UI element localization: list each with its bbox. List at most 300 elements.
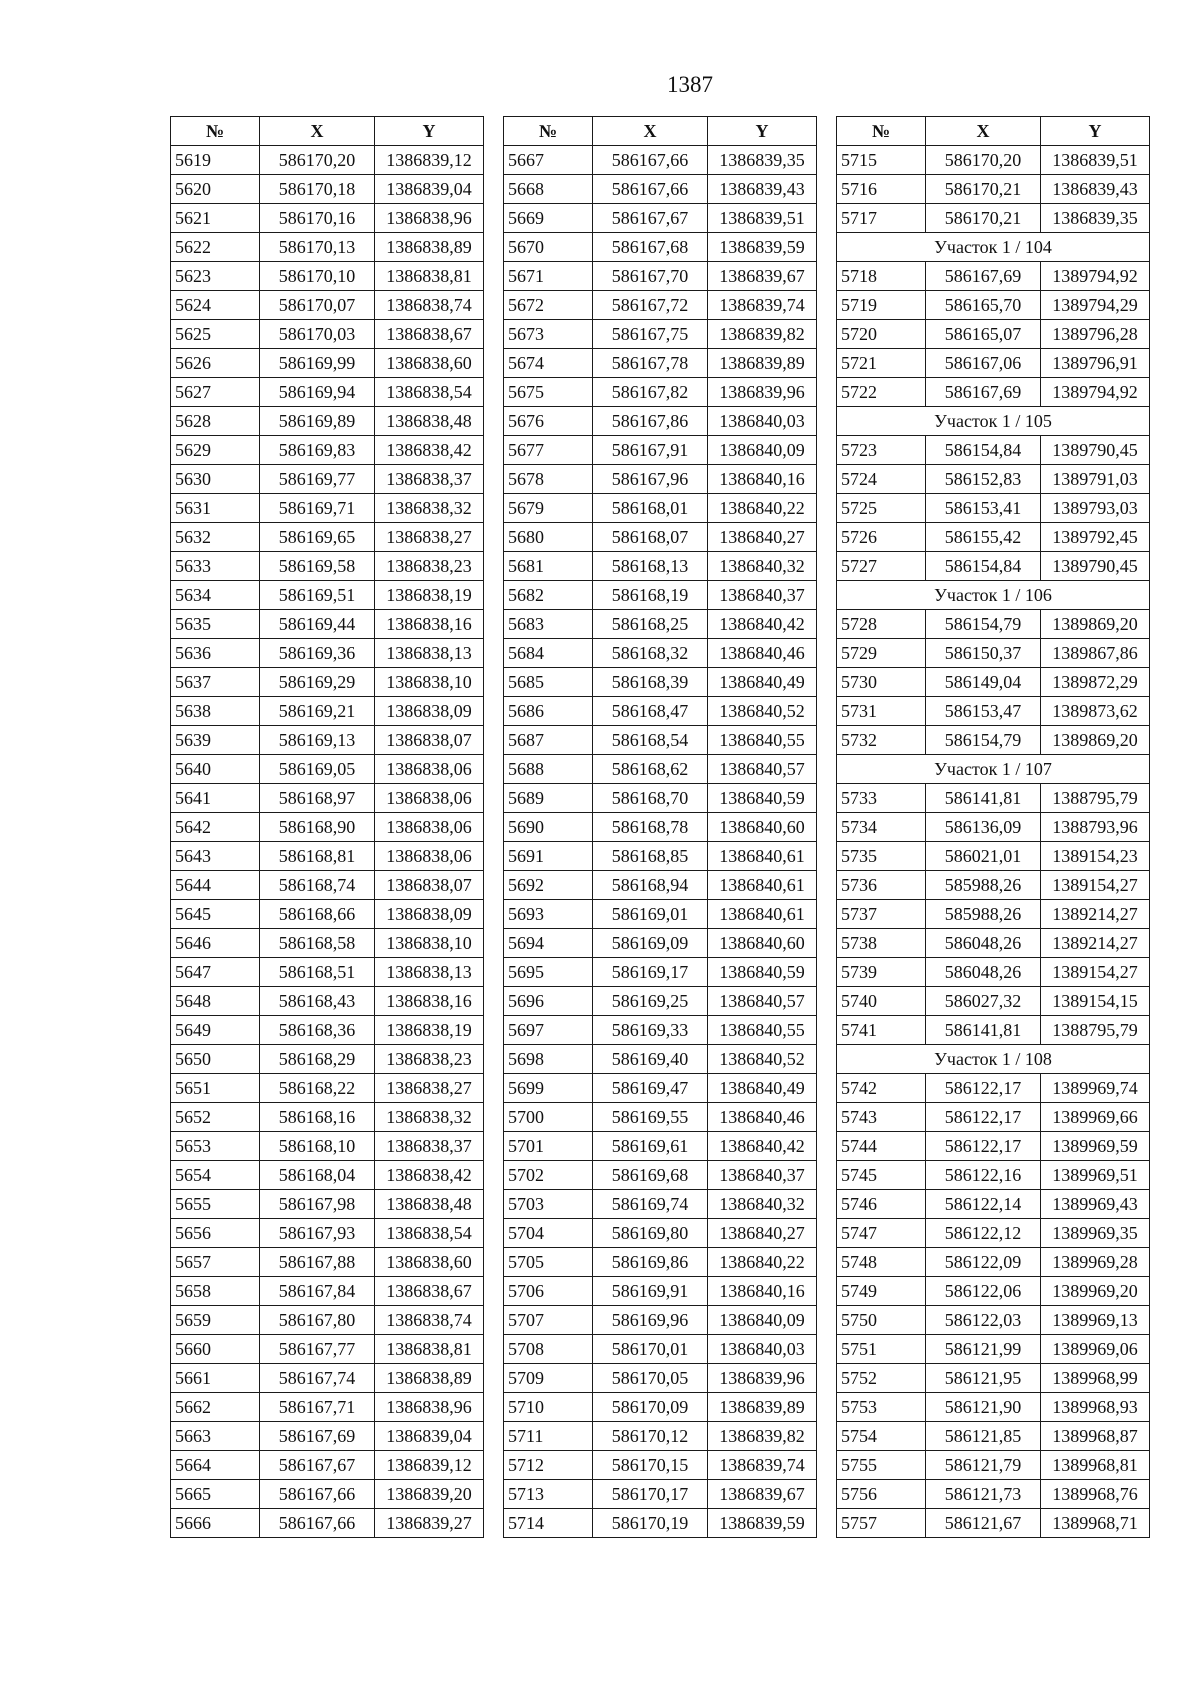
x-coordinate: 586170,12 [593, 1422, 708, 1451]
point-number: 5721 [837, 349, 926, 378]
table-row [504, 871, 817, 900]
point-number: 5716 [837, 175, 926, 204]
x-coordinate: 586121,99 [926, 1335, 1041, 1364]
x-coordinate: 586170,17 [593, 1480, 708, 1509]
point-number: 5719 [837, 291, 926, 320]
point-number: 5674 [504, 349, 593, 378]
point-number: 5699 [504, 1074, 593, 1103]
point-number: 5742 [837, 1074, 926, 1103]
point-number: 5718 [837, 262, 926, 291]
table-row [504, 726, 817, 755]
table-row [837, 1219, 1150, 1248]
header-y: Y [708, 117, 817, 146]
table-row [504, 1509, 817, 1538]
table-row [171, 1451, 484, 1480]
point-number: 5708 [504, 1335, 593, 1364]
point-number: 5656 [171, 1219, 260, 1248]
x-coordinate: 586154,84 [926, 436, 1041, 465]
table-row [837, 726, 1150, 755]
point-number: 5660 [171, 1335, 260, 1364]
table-row [171, 523, 484, 552]
point-number: 5755 [837, 1451, 926, 1480]
x-coordinate: 586167,84 [260, 1277, 375, 1306]
table-row [837, 813, 1150, 842]
section-title: Участок 1 / 108 [837, 1045, 1150, 1074]
header-y: Y [375, 117, 484, 146]
table-row [504, 436, 817, 465]
table-row [504, 1480, 817, 1509]
x-coordinate: 586121,85 [926, 1422, 1041, 1451]
y-coordinate: 1386838,74 [375, 291, 484, 320]
point-number: 5642 [171, 813, 260, 842]
y-coordinate: 1386838,16 [375, 610, 484, 639]
y-coordinate: 1386840,03 [708, 407, 817, 436]
table-row [837, 1132, 1150, 1161]
x-coordinate: 586122,17 [926, 1132, 1041, 1161]
table-row [504, 900, 817, 929]
x-coordinate: 586167,69 [926, 378, 1041, 407]
table-row [504, 1422, 817, 1451]
point-number: 5684 [504, 639, 593, 668]
table-row [837, 494, 1150, 523]
point-number: 5690 [504, 813, 593, 842]
point-number: 5715 [837, 146, 926, 175]
x-coordinate: 586167,67 [260, 1451, 375, 1480]
point-number: 5635 [171, 610, 260, 639]
y-coordinate: 1386838,06 [375, 813, 484, 842]
point-number: 5726 [837, 523, 926, 552]
y-coordinate: 1386840,27 [708, 1219, 817, 1248]
y-coordinate: 1389794,92 [1041, 262, 1150, 291]
coordinates-table-3 [836, 116, 1150, 1538]
x-coordinate: 586141,81 [926, 1016, 1041, 1045]
x-coordinate: 586170,01 [593, 1335, 708, 1364]
y-coordinate: 1386839,12 [375, 1451, 484, 1480]
header-x: X [926, 117, 1041, 146]
y-coordinate: 1389214,27 [1041, 900, 1150, 929]
point-number: 5741 [837, 1016, 926, 1045]
point-number: 5629 [171, 436, 260, 465]
x-coordinate: 586168,66 [260, 900, 375, 929]
point-number: 5744 [837, 1132, 926, 1161]
table-row [837, 1161, 1150, 1190]
point-number: 5737 [837, 900, 926, 929]
point-number: 5747 [837, 1219, 926, 1248]
point-number: 5647 [171, 958, 260, 987]
table-row [837, 204, 1150, 233]
table-row [171, 262, 484, 291]
table-row [171, 291, 484, 320]
x-coordinate: 586152,83 [926, 465, 1041, 494]
point-number: 5688 [504, 755, 593, 784]
section-row [837, 581, 1150, 610]
y-coordinate: 1386839,67 [708, 1480, 817, 1509]
table-row [504, 1335, 817, 1364]
y-coordinate: 1386839,59 [708, 1509, 817, 1538]
x-coordinate: 586169,77 [260, 465, 375, 494]
point-number: 5638 [171, 697, 260, 726]
point-number: 5732 [837, 726, 926, 755]
y-coordinate: 1386839,74 [708, 1451, 817, 1480]
table-row [171, 1248, 484, 1277]
y-coordinate: 1386839,12 [375, 146, 484, 175]
y-coordinate: 1386839,20 [375, 1480, 484, 1509]
y-coordinate: 1386840,09 [708, 436, 817, 465]
point-number: 5640 [171, 755, 260, 784]
point-number: 5704 [504, 1219, 593, 1248]
table-row [171, 1480, 484, 1509]
point-number: 5746 [837, 1190, 926, 1219]
y-coordinate: 1389792,45 [1041, 523, 1150, 552]
point-number: 5750 [837, 1306, 926, 1335]
point-number: 5671 [504, 262, 593, 291]
y-coordinate: 1386839,89 [708, 1393, 817, 1422]
x-coordinate: 586122,12 [926, 1219, 1041, 1248]
y-coordinate: 1386839,35 [708, 146, 817, 175]
y-coordinate: 1386838,07 [375, 871, 484, 900]
y-coordinate: 1389154,27 [1041, 958, 1150, 987]
y-coordinate: 1386840,52 [708, 697, 817, 726]
table-row [171, 929, 484, 958]
table-row [837, 610, 1150, 639]
table-row [504, 842, 817, 871]
point-number: 5697 [504, 1016, 593, 1045]
point-number: 5725 [837, 494, 926, 523]
table-row [171, 320, 484, 349]
table-row [171, 552, 484, 581]
y-coordinate: 1386839,27 [375, 1509, 484, 1538]
y-coordinate: 1386838,09 [375, 900, 484, 929]
table-row [837, 552, 1150, 581]
x-coordinate: 586167,74 [260, 1364, 375, 1393]
y-coordinate: 1388795,79 [1041, 784, 1150, 813]
x-coordinate: 586153,47 [926, 697, 1041, 726]
table-row [504, 494, 817, 523]
point-number: 5625 [171, 320, 260, 349]
x-coordinate: 586169,94 [260, 378, 375, 407]
point-number: 5712 [504, 1451, 593, 1480]
y-coordinate: 1389968,99 [1041, 1364, 1150, 1393]
table-row [837, 1422, 1150, 1451]
y-coordinate: 1386840,16 [708, 465, 817, 494]
point-number: 5683 [504, 610, 593, 639]
table-row [171, 668, 484, 697]
table-row [504, 407, 817, 436]
y-coordinate: 1386838,60 [375, 1248, 484, 1277]
table-row [504, 1451, 817, 1480]
point-number: 5685 [504, 668, 593, 697]
y-coordinate: 1386838,23 [375, 552, 484, 581]
x-coordinate: 586169,29 [260, 668, 375, 697]
table-row [171, 987, 484, 1016]
table-row [171, 494, 484, 523]
table-row [171, 1306, 484, 1335]
y-coordinate: 1389969,13 [1041, 1306, 1150, 1335]
x-coordinate: 586122,09 [926, 1248, 1041, 1277]
table-row [837, 349, 1150, 378]
y-coordinate: 1386838,60 [375, 349, 484, 378]
y-coordinate: 1386839,96 [708, 378, 817, 407]
y-coordinate: 1386838,96 [375, 1393, 484, 1422]
point-number: 5707 [504, 1306, 593, 1335]
y-coordinate: 1389969,20 [1041, 1277, 1150, 1306]
point-number: 5653 [171, 1132, 260, 1161]
header-number: № [171, 117, 260, 146]
point-number: 5620 [171, 175, 260, 204]
x-coordinate: 586169,25 [593, 987, 708, 1016]
point-number: 5695 [504, 958, 593, 987]
table-row [171, 1393, 484, 1422]
y-coordinate: 1386839,59 [708, 233, 817, 262]
point-number: 5745 [837, 1161, 926, 1190]
header-y: Y [1041, 117, 1150, 146]
table-row [837, 842, 1150, 871]
table-row [171, 233, 484, 262]
x-coordinate: 586169,05 [260, 755, 375, 784]
y-coordinate: 1386840,49 [708, 1074, 817, 1103]
table-row [504, 813, 817, 842]
point-number: 5663 [171, 1422, 260, 1451]
point-number: 5739 [837, 958, 926, 987]
x-coordinate: 586169,58 [260, 552, 375, 581]
y-coordinate: 1386840,60 [708, 929, 817, 958]
x-coordinate: 586168,36 [260, 1016, 375, 1045]
x-coordinate: 586169,21 [260, 697, 375, 726]
table-row [504, 465, 817, 494]
table-row [171, 697, 484, 726]
x-coordinate: 586167,82 [593, 378, 708, 407]
point-number: 5743 [837, 1103, 926, 1132]
table-row [837, 465, 1150, 494]
x-coordinate: 586168,47 [593, 697, 708, 726]
table-row [171, 726, 484, 755]
y-coordinate: 1386838,27 [375, 1074, 484, 1103]
table-row [171, 755, 484, 784]
point-number: 5667 [504, 146, 593, 175]
point-number: 5646 [171, 929, 260, 958]
point-number: 5736 [837, 871, 926, 900]
x-coordinate: 586168,10 [260, 1132, 375, 1161]
point-number: 5729 [837, 639, 926, 668]
x-coordinate: 586048,26 [926, 958, 1041, 987]
x-coordinate: 586170,21 [926, 204, 1041, 233]
y-coordinate: 1386839,82 [708, 1422, 817, 1451]
y-coordinate: 1386838,19 [375, 581, 484, 610]
table-row [837, 262, 1150, 291]
x-coordinate: 586168,90 [260, 813, 375, 842]
table-row [837, 1509, 1150, 1538]
y-coordinate: 1386840,32 [708, 1190, 817, 1219]
table-header-row [504, 117, 817, 146]
x-coordinate: 586168,22 [260, 1074, 375, 1103]
y-coordinate: 1386838,07 [375, 726, 484, 755]
y-coordinate: 1389796,28 [1041, 320, 1150, 349]
table-row [504, 1248, 817, 1277]
y-coordinate: 1386838,67 [375, 320, 484, 349]
y-coordinate: 1386840,59 [708, 958, 817, 987]
y-coordinate: 1386838,13 [375, 958, 484, 987]
x-coordinate: 586167,06 [926, 349, 1041, 378]
point-number: 5694 [504, 929, 593, 958]
x-coordinate: 586170,19 [593, 1509, 708, 1538]
x-coordinate: 586167,71 [260, 1393, 375, 1422]
table-row [837, 291, 1150, 320]
x-coordinate: 586168,74 [260, 871, 375, 900]
y-coordinate: 1386840,57 [708, 755, 817, 784]
table-row [504, 1074, 817, 1103]
x-coordinate: 586167,88 [260, 1248, 375, 1277]
point-number: 5650 [171, 1045, 260, 1074]
table-row [504, 378, 817, 407]
point-number: 5717 [837, 204, 926, 233]
y-coordinate: 1386839,89 [708, 349, 817, 378]
x-coordinate: 586141,81 [926, 784, 1041, 813]
y-coordinate: 1386839,51 [1041, 146, 1150, 175]
x-coordinate: 586027,32 [926, 987, 1041, 1016]
x-coordinate: 586168,54 [593, 726, 708, 755]
point-number: 5619 [171, 146, 260, 175]
x-coordinate: 586167,75 [593, 320, 708, 349]
section-title: Участок 1 / 105 [837, 407, 1150, 436]
table-row [171, 1132, 484, 1161]
y-coordinate: 1386838,37 [375, 1132, 484, 1161]
point-number: 5723 [837, 436, 926, 465]
x-coordinate: 586168,94 [593, 871, 708, 900]
x-coordinate: 586168,51 [260, 958, 375, 987]
x-coordinate: 586168,01 [593, 494, 708, 523]
table-row [504, 1190, 817, 1219]
point-number: 5626 [171, 349, 260, 378]
y-coordinate: 1386839,35 [1041, 204, 1150, 233]
table-row [171, 871, 484, 900]
x-coordinate: 586170,10 [260, 262, 375, 291]
point-number: 5733 [837, 784, 926, 813]
table-row [837, 1480, 1150, 1509]
point-number: 5655 [171, 1190, 260, 1219]
y-coordinate: 1386840,52 [708, 1045, 817, 1074]
y-coordinate: 1386840,22 [708, 494, 817, 523]
y-coordinate: 1389969,66 [1041, 1103, 1150, 1132]
x-coordinate: 586169,83 [260, 436, 375, 465]
point-number: 5678 [504, 465, 593, 494]
x-coordinate: 586170,13 [260, 233, 375, 262]
y-coordinate: 1386838,67 [375, 1277, 484, 1306]
point-number: 5700 [504, 1103, 593, 1132]
x-coordinate: 586155,42 [926, 523, 1041, 552]
point-number: 5714 [504, 1509, 593, 1538]
y-coordinate: 1386840,60 [708, 813, 817, 842]
table-row [837, 697, 1150, 726]
y-coordinate: 1386838,48 [375, 1190, 484, 1219]
y-coordinate: 1389968,76 [1041, 1480, 1150, 1509]
x-coordinate: 586168,19 [593, 581, 708, 610]
y-coordinate: 1386838,48 [375, 407, 484, 436]
point-number: 5724 [837, 465, 926, 494]
y-coordinate: 1389793,03 [1041, 494, 1150, 523]
point-number: 5713 [504, 1480, 593, 1509]
y-coordinate: 1389796,91 [1041, 349, 1150, 378]
y-coordinate: 1389969,35 [1041, 1219, 1150, 1248]
table-row [837, 668, 1150, 697]
point-number: 5735 [837, 842, 926, 871]
y-coordinate: 1386838,09 [375, 697, 484, 726]
y-coordinate: 1389794,29 [1041, 291, 1150, 320]
point-number: 5652 [171, 1103, 260, 1132]
x-coordinate: 586168,25 [593, 610, 708, 639]
point-number: 5682 [504, 581, 593, 610]
section-row [837, 233, 1150, 262]
point-number: 5654 [171, 1161, 260, 1190]
x-coordinate: 586150,37 [926, 639, 1041, 668]
point-number: 5681 [504, 552, 593, 581]
x-coordinate: 586170,18 [260, 175, 375, 204]
section-title: Участок 1 / 106 [837, 581, 1150, 610]
y-coordinate: 1386838,54 [375, 378, 484, 407]
y-coordinate: 1386840,37 [708, 1161, 817, 1190]
header-x: X [593, 117, 708, 146]
point-number: 5748 [837, 1248, 926, 1277]
x-coordinate: 586169,51 [260, 581, 375, 610]
y-coordinate: 1386838,74 [375, 1306, 484, 1335]
point-number: 5754 [837, 1422, 926, 1451]
point-number: 5668 [504, 175, 593, 204]
y-coordinate: 1386838,27 [375, 523, 484, 552]
y-coordinate: 1386840,49 [708, 668, 817, 697]
point-number: 5633 [171, 552, 260, 581]
point-number: 5686 [504, 697, 593, 726]
point-number: 5631 [171, 494, 260, 523]
x-coordinate: 586168,04 [260, 1161, 375, 1190]
table-row [837, 523, 1150, 552]
y-coordinate: 1386840,61 [708, 871, 817, 900]
table-row [504, 1219, 817, 1248]
table-row [504, 1306, 817, 1335]
x-coordinate: 586168,70 [593, 784, 708, 813]
y-coordinate: 1389969,51 [1041, 1161, 1150, 1190]
point-number: 5659 [171, 1306, 260, 1335]
y-coordinate: 1386840,32 [708, 552, 817, 581]
x-coordinate: 586169,74 [593, 1190, 708, 1219]
y-coordinate: 1386838,10 [375, 668, 484, 697]
table-row [504, 1161, 817, 1190]
table-row [504, 291, 817, 320]
x-coordinate: 586167,93 [260, 1219, 375, 1248]
table-row [171, 349, 484, 378]
table-row [171, 1161, 484, 1190]
table-row [504, 233, 817, 262]
point-number: 5752 [837, 1364, 926, 1393]
table-row [504, 639, 817, 668]
y-coordinate: 1389154,15 [1041, 987, 1150, 1016]
x-coordinate: 586168,62 [593, 755, 708, 784]
x-coordinate: 586170,15 [593, 1451, 708, 1480]
table-row [171, 581, 484, 610]
x-coordinate: 586167,67 [593, 204, 708, 233]
x-coordinate: 586168,85 [593, 842, 708, 871]
x-coordinate: 586122,03 [926, 1306, 1041, 1335]
y-coordinate: 1386840,03 [708, 1335, 817, 1364]
y-coordinate: 1386839,43 [1041, 175, 1150, 204]
x-coordinate: 586165,70 [926, 291, 1041, 320]
table-row [837, 1451, 1150, 1480]
point-number: 5702 [504, 1161, 593, 1190]
table-row [171, 1190, 484, 1219]
y-coordinate: 1389968,71 [1041, 1509, 1150, 1538]
coordinates-table-1 [170, 116, 484, 1538]
x-coordinate: 586136,09 [926, 813, 1041, 842]
y-coordinate: 1386839,82 [708, 320, 817, 349]
y-coordinate: 1386838,19 [375, 1016, 484, 1045]
